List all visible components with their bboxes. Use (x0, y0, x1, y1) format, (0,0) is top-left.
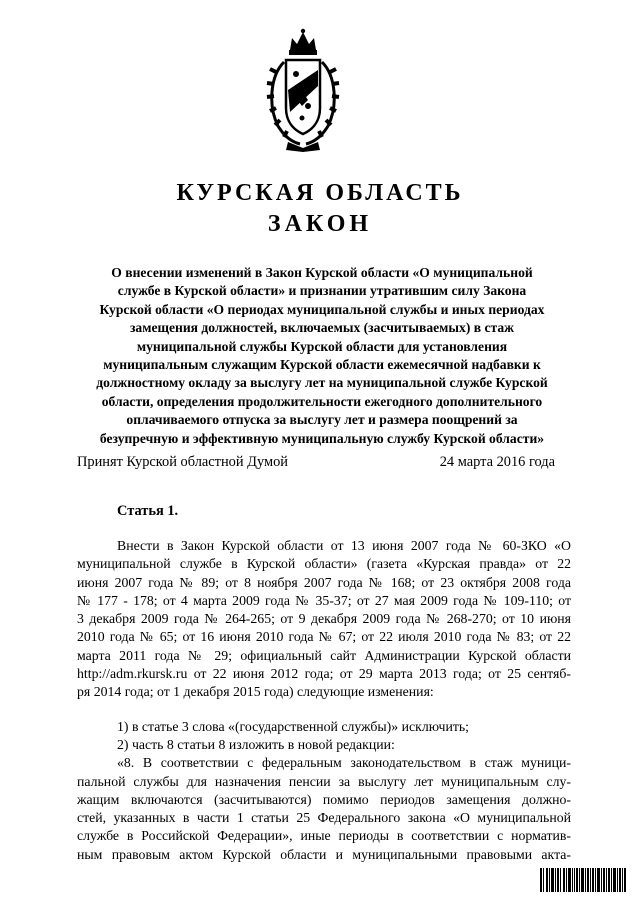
subject-line: области, определения продолжительности ежегодного дополнительного (101, 393, 543, 409)
text-line: ря 2014 года; от 1 декабря 2015 года) следующие изменения: (77, 684, 434, 700)
subject-line: Курской области «О периодах муниципальной службы и иных периодах (99, 301, 545, 317)
article-body (77, 537, 571, 864)
text-line: стей, указанных в части 1 статьи 25 Федерального закона «О муниципальной (77, 810, 571, 826)
document-type-title: ЗАКОН (267, 211, 373, 237)
text-line: http://adm.rkursk.ru от 22 июня 2012 года; от 29 марта 2013 года; от 25 сентяб- (77, 666, 571, 682)
text-line: 2010 года № 65; от 16 июня 2010 года № 67; от 22 июля 2010 года № 83; от 22 (77, 629, 571, 645)
subject-line: безупречную и эффективную муниципальную службу Курской области» (99, 430, 545, 446)
barcode-icon (540, 868, 626, 892)
adoption-line (77, 453, 555, 471)
subject-line: оплачиваемого отпуска за выслугу лет и размера поощрений за (126, 412, 518, 428)
subject-line: должностному окладу за выслугу лет на муниципальной службе Курской (96, 375, 548, 391)
subject-line: О внесении изменений в Закон Курской области «О муниципальной (111, 265, 533, 280)
text-line: пальной службы для назначения пенсии за выслугу лет муниципальным слу- (77, 773, 571, 789)
region-title: КУРСКАЯ ОБЛАСТЬ (176, 180, 464, 206)
subject-line: муниципальной службы Курской области для установления (136, 338, 508, 354)
text-line: службе в Российской Федерации», иные периоды в соответствии с норматив- (77, 828, 571, 844)
adoption-date: 24 марта 2016 года (439, 454, 555, 470)
quoted-amendment (77, 754, 571, 864)
subject-line: службе в Курской области» и признании утратившим силу Закона (117, 283, 527, 299)
text-line: 3 декабря 2009 года № 264-265; от 9 декабря 2009 года № 268-270; от 10 июня (77, 611, 571, 627)
text-line: муниципальной службе в Курской области» (газета «Курская правда» от 22 (77, 556, 571, 572)
text-line: № 177 - 178; от 4 марта 2009 года № 35-37; от 27 мая 2009 года № 109-110; от (77, 592, 571, 608)
text-line: июня 2007 года № 89; от 8 ноября 2007 года № 168; от 23 октября 2008 года (77, 574, 571, 590)
text-line: ным правовым актом Курской области и муниципальными правовыми акта- (77, 846, 571, 862)
text-line: «8. В соответствии с федеральным законодательством в стаж муници- (117, 755, 571, 771)
subject-line: муниципальным служащим Курской области ежемесячной надбавки к (103, 357, 541, 373)
text-line: марта 2011 года № 29; официальный сайт Администрации Курской области (77, 647, 571, 663)
adopted-by: Принят Курской областной Думой (77, 454, 288, 470)
article-heading: Статья 1. (117, 503, 179, 519)
text-line: 1) в статье 3 слова «(государственной службы)» исключить; (117, 718, 469, 734)
law-subject-title (70, 264, 574, 448)
coat-of-arms-icon (262, 28, 344, 153)
list-item-1 (77, 718, 571, 736)
text-line: Внести в Закон Курской области от 13 июня 2007 года № 60-ЗКО «О (117, 538, 571, 553)
text-line: 2) часть 8 статьи 8 изложить в новой редакции: (117, 736, 395, 752)
paragraph-1 (77, 537, 571, 702)
subject-line: замещения должностей, включаемых (засчитываемых) в стаж (129, 320, 515, 336)
list-item-2 (77, 736, 571, 754)
text-line: жащим включаются (засчитываются) помимо периодов замещения должно- (77, 791, 571, 807)
